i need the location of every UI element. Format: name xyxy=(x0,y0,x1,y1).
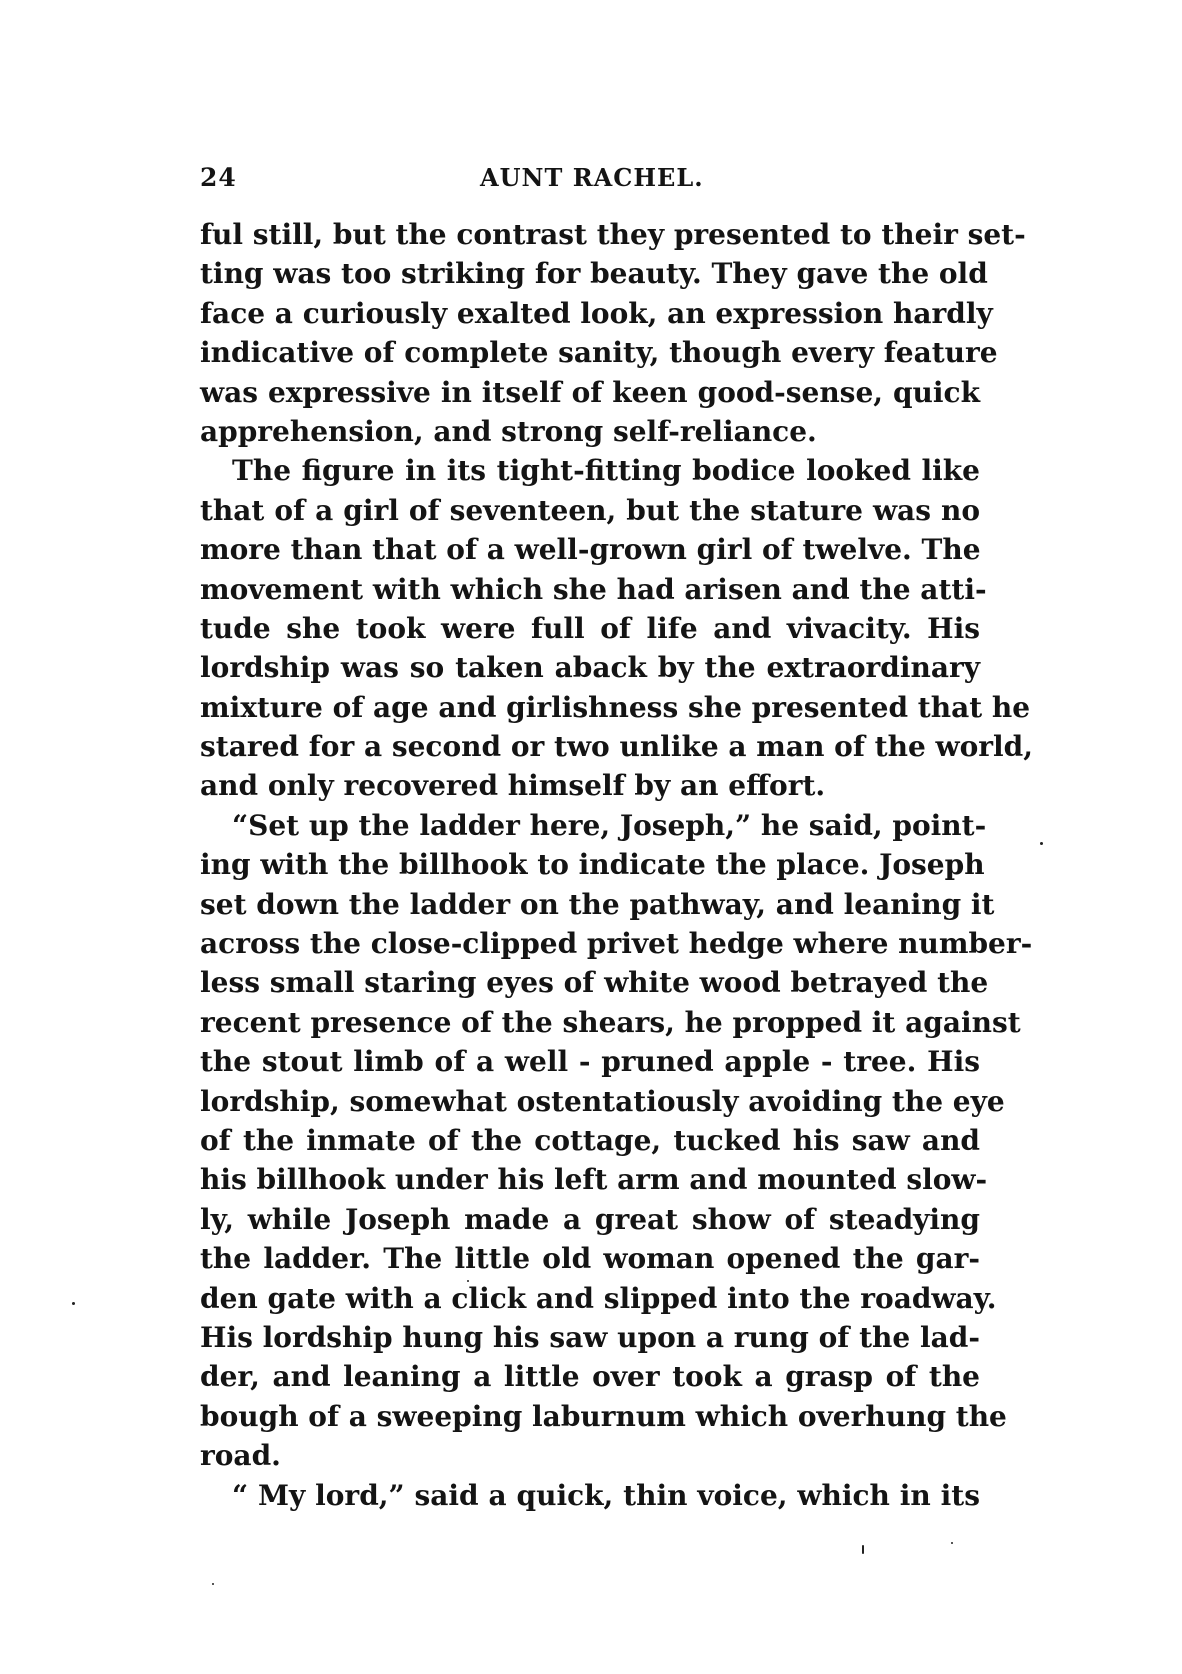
text-line: the ladder. The little old woman opened the gar- xyxy=(200,1242,980,1276)
text-line: apprehension, and strong self-reliance. xyxy=(200,414,817,448)
text-line: His lordship hung his saw upon a rung of the lad- xyxy=(200,1320,980,1354)
text-line: his billhook under his left arm and mounted slow- xyxy=(200,1163,988,1197)
text-line: face a curiously exalted look, an expression hardly xyxy=(200,296,993,330)
text-line: den gate with a click and slipped into the roadway. xyxy=(200,1281,997,1315)
body-text xyxy=(200,215,1033,1515)
text-line: stared for a second or two unlike a man of the world, xyxy=(200,730,1033,764)
text-line: ly, while Joseph made a great show of steadying xyxy=(200,1202,980,1236)
text-line: The figure in its tight-fitting bodice looked like xyxy=(232,454,980,488)
text-line: der, and leaning a little over took a grasp of the xyxy=(200,1360,980,1394)
text-line: “Set up the ladder here, Joseph,” he said, point- xyxy=(232,808,987,842)
scan-speck xyxy=(951,1542,953,1544)
scan-speck xyxy=(862,1545,864,1554)
text-line: indicative of complete sanity, though every feature xyxy=(200,336,998,370)
text-line: “ My lord,” said a quick, thin voice, which in its xyxy=(232,1478,980,1512)
text-line: lordship was so taken aback by the extraordinary xyxy=(200,651,980,685)
scan-speck xyxy=(467,1280,469,1282)
text-line: bough of a sweeping laburnum which overhung the xyxy=(200,1399,1007,1433)
text-line: ing with the billhook to indicate the place. Joseph xyxy=(200,848,985,882)
text-line: that of a girl of seventeen, but the stature was no xyxy=(200,493,980,527)
text-line: set down the ladder on the pathway, and leaning it xyxy=(200,887,995,921)
text-line: the stout limb of a well - pruned apple - tree. His xyxy=(200,1045,980,1079)
text-line: across the close-clipped privet hedge where number- xyxy=(200,927,1033,961)
scan-speck xyxy=(72,1302,75,1305)
text-line: mixture of age and girlishness she presented that he xyxy=(200,690,1031,724)
text-line: lordship, somewhat ostentatiously avoiding the eye xyxy=(200,1084,1005,1118)
text-line: less small staring eyes of white wood betrayed the xyxy=(200,966,989,1000)
scan-speck xyxy=(1040,842,1043,845)
text-line: movement with which she had arisen and the atti- xyxy=(200,572,987,606)
text-line: and only recovered himself by an effort. xyxy=(200,769,826,803)
text-line: recent presence of the shears, he propped it against xyxy=(200,1005,1021,1039)
text-line: ting was too striking for beauty. They gave the old xyxy=(200,257,988,291)
text-line: road. xyxy=(200,1439,281,1473)
text-line: tude she took were full of life and vivacity. His xyxy=(200,611,980,645)
text-line: more than that of a well-grown girl of twelve. The xyxy=(200,533,981,567)
scan-speck xyxy=(212,1583,214,1585)
text-line: of the inmate of the cottage, tucked his saw and xyxy=(200,1123,980,1157)
text-line: ful still, but the contrast they presented to their set- xyxy=(200,218,1026,251)
page-number: 24 xyxy=(200,163,237,192)
running-title: AUNT RACHEL. xyxy=(480,163,704,192)
text-line: was expressive in itself of keen good-sense, quick xyxy=(200,375,980,409)
page-header xyxy=(200,163,980,193)
